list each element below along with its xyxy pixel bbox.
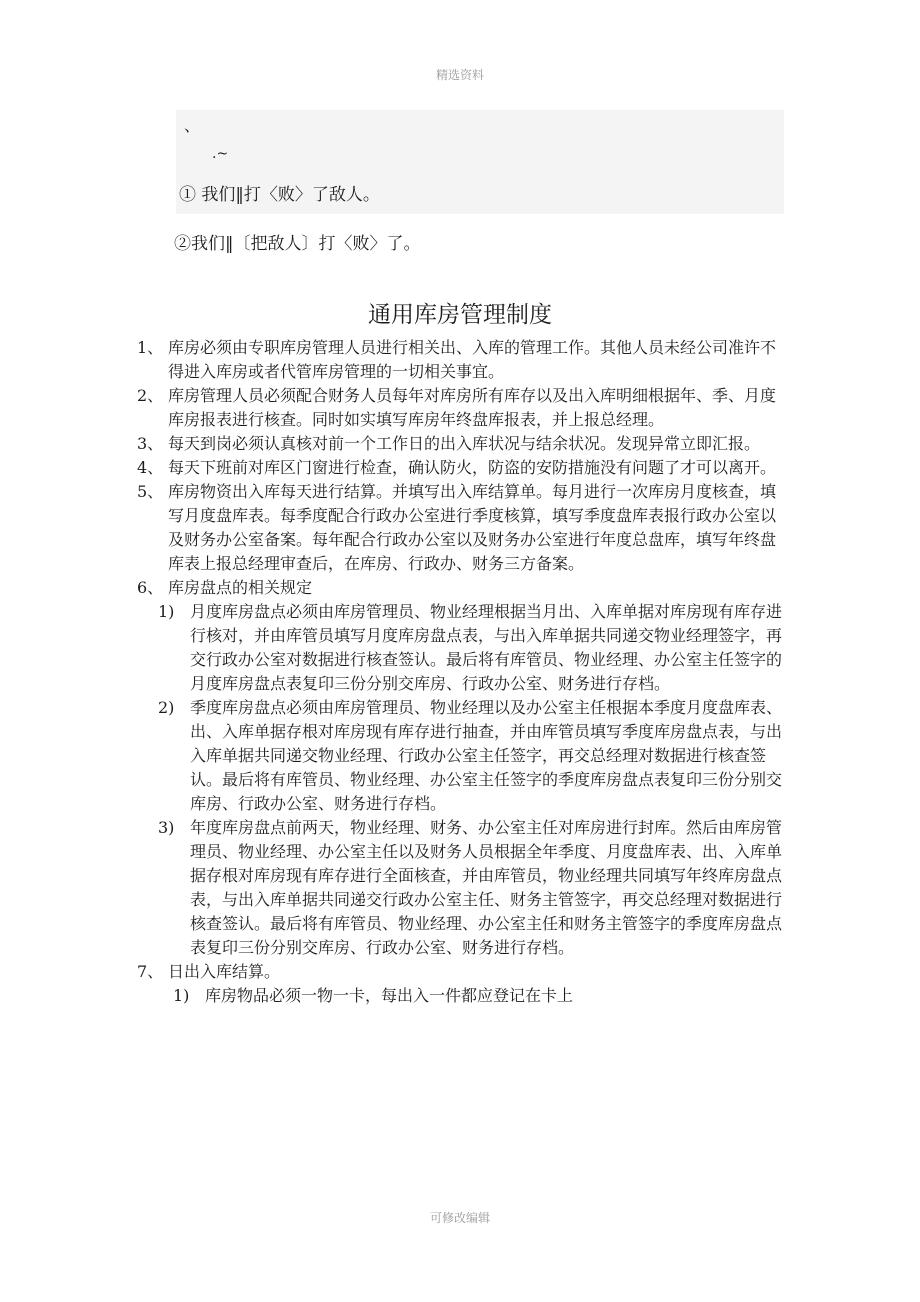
stray-mark: .~ [212, 146, 229, 162]
sub-list-item [158, 696, 784, 816]
sub-list-item [173, 984, 784, 1008]
item-text: 库房物资出入库每天进行结算。并填写出入库结算单。每月进行一次库房月度核查，填写月度盘库表。每季度配合行政办公室进行季度核算，填写季度盘库表报行政办公室以及财务办公室备案。每年配合行政办公室以及财务办公室进行年度总盘库，填写年终盘库表上报总经理审查后，在库房、行政办、财务三方备案。 [168, 482, 777, 573]
item-text: 每天到岗必须认真核对前一个工作日的出入库状况与结余状况。发现异常立即汇报。 [168, 434, 761, 453]
list-item [137, 432, 784, 456]
item-text: 季度库房盘点必须由库房管理员、物业经理以及办公室主任根据本季度月度盘库表、出、入库单据存根对库房现有库存进行抽查，并由库管员填写季度库房盘点表，与出入库单据共同递交物业经理、行政办公室主任签字，再交总经理对数据进行核查签认。最后将有库管员、物业经理、办公室主任签字的季度库房盘点表复印三份分别交库房、行政办公室、财务进行存档。 [190, 698, 783, 813]
list-item [137, 960, 784, 984]
stray-mark: 、 [184, 116, 201, 135]
item-number: 7、 [137, 962, 164, 981]
item-number: 2、 [137, 386, 164, 405]
item-number: 1、 [137, 338, 164, 357]
item-number: 2) [158, 698, 175, 717]
sub-list-item [158, 600, 784, 696]
item-number: 4、 [137, 458, 164, 477]
list-item [137, 576, 784, 600]
page-footer: 可修改编辑 [429, 1211, 490, 1225]
document-title: 通用库房管理制度 [368, 302, 552, 328]
page-header: 精选资料 [435, 68, 484, 82]
item-number: 3) [158, 818, 175, 837]
example-sentence: ① 我们‖打〈败〉了敌人。 [179, 185, 380, 205]
list-item [137, 336, 784, 384]
list-item [137, 384, 784, 432]
item-text: 库房盘点的相关规定 [168, 578, 313, 597]
item-text: 日出入库结算。 [168, 962, 281, 981]
item-text: 年度库房盘点前两天，物业经理、财务、办公室主任对库房进行封库。然后由库房管理员、物业经理、办公室主任以及财务人员根据全年季度、月度盘库表、出、入库单据存根对库房现有库存进行全面核查，并由库管员，物业经理共同填写年终库房盘点表，与出入库单据共同递交行政办公室主任、财务主管签字，再交总经理对数据进行核查签认。最后将有库管员、物业经理、办公室主任和财务主管签字的季度库房盘点表复印三份分别交库房、行政办公室、财务进行存档。 [190, 818, 783, 957]
item-number: 1) [173, 986, 190, 1005]
item-text: 库房管理人员必须配合财务人员每年对库房所有库存以及出入库明细根据年、季、月度库房报表进行核查。同时如实填写库房年终盘库报表，并上报总经理。 [168, 386, 777, 429]
list-item [137, 456, 784, 480]
item-number: 3、 [137, 434, 164, 453]
item-number: 1) [158, 602, 175, 621]
regulation-list [0, 336, 920, 1008]
item-number: 6、 [137, 578, 164, 597]
item-text: 月度库房盘点必须由库房管理员、物业经理根据当月出、入库单据对库房现有库存进行核对，并由库管员填写月度库房盘点表，与出入库单据共同递交物业经理签字，再交行政办公室对数据进行核查签认。最后将有库管员、物业经理、办公室主任签字的月度库房盘点表复印三份分别交库房、行政办公室、财务进行存档。 [190, 602, 783, 693]
item-text: 库房物品必须一物一卡，每出入一件都应登记在卡上 [205, 986, 574, 1005]
list-item [137, 480, 784, 576]
item-text: 库房必须由专职库房管理人员进行相关出、入库的管理工作。其他人员未经公司准许不得进入库房或者代管库房管理的一切相关事宜。 [168, 338, 777, 381]
item-number: 5、 [137, 482, 164, 501]
example-sentence: ②我们‖〔把敌人〕打〈败〉了。 [174, 234, 421, 254]
item-text: 每天下班前对库区门窗进行检查，确认防火，防盗的安防措施没有问题了才可以离开。 [168, 458, 777, 477]
sub-list-item [158, 816, 784, 960]
